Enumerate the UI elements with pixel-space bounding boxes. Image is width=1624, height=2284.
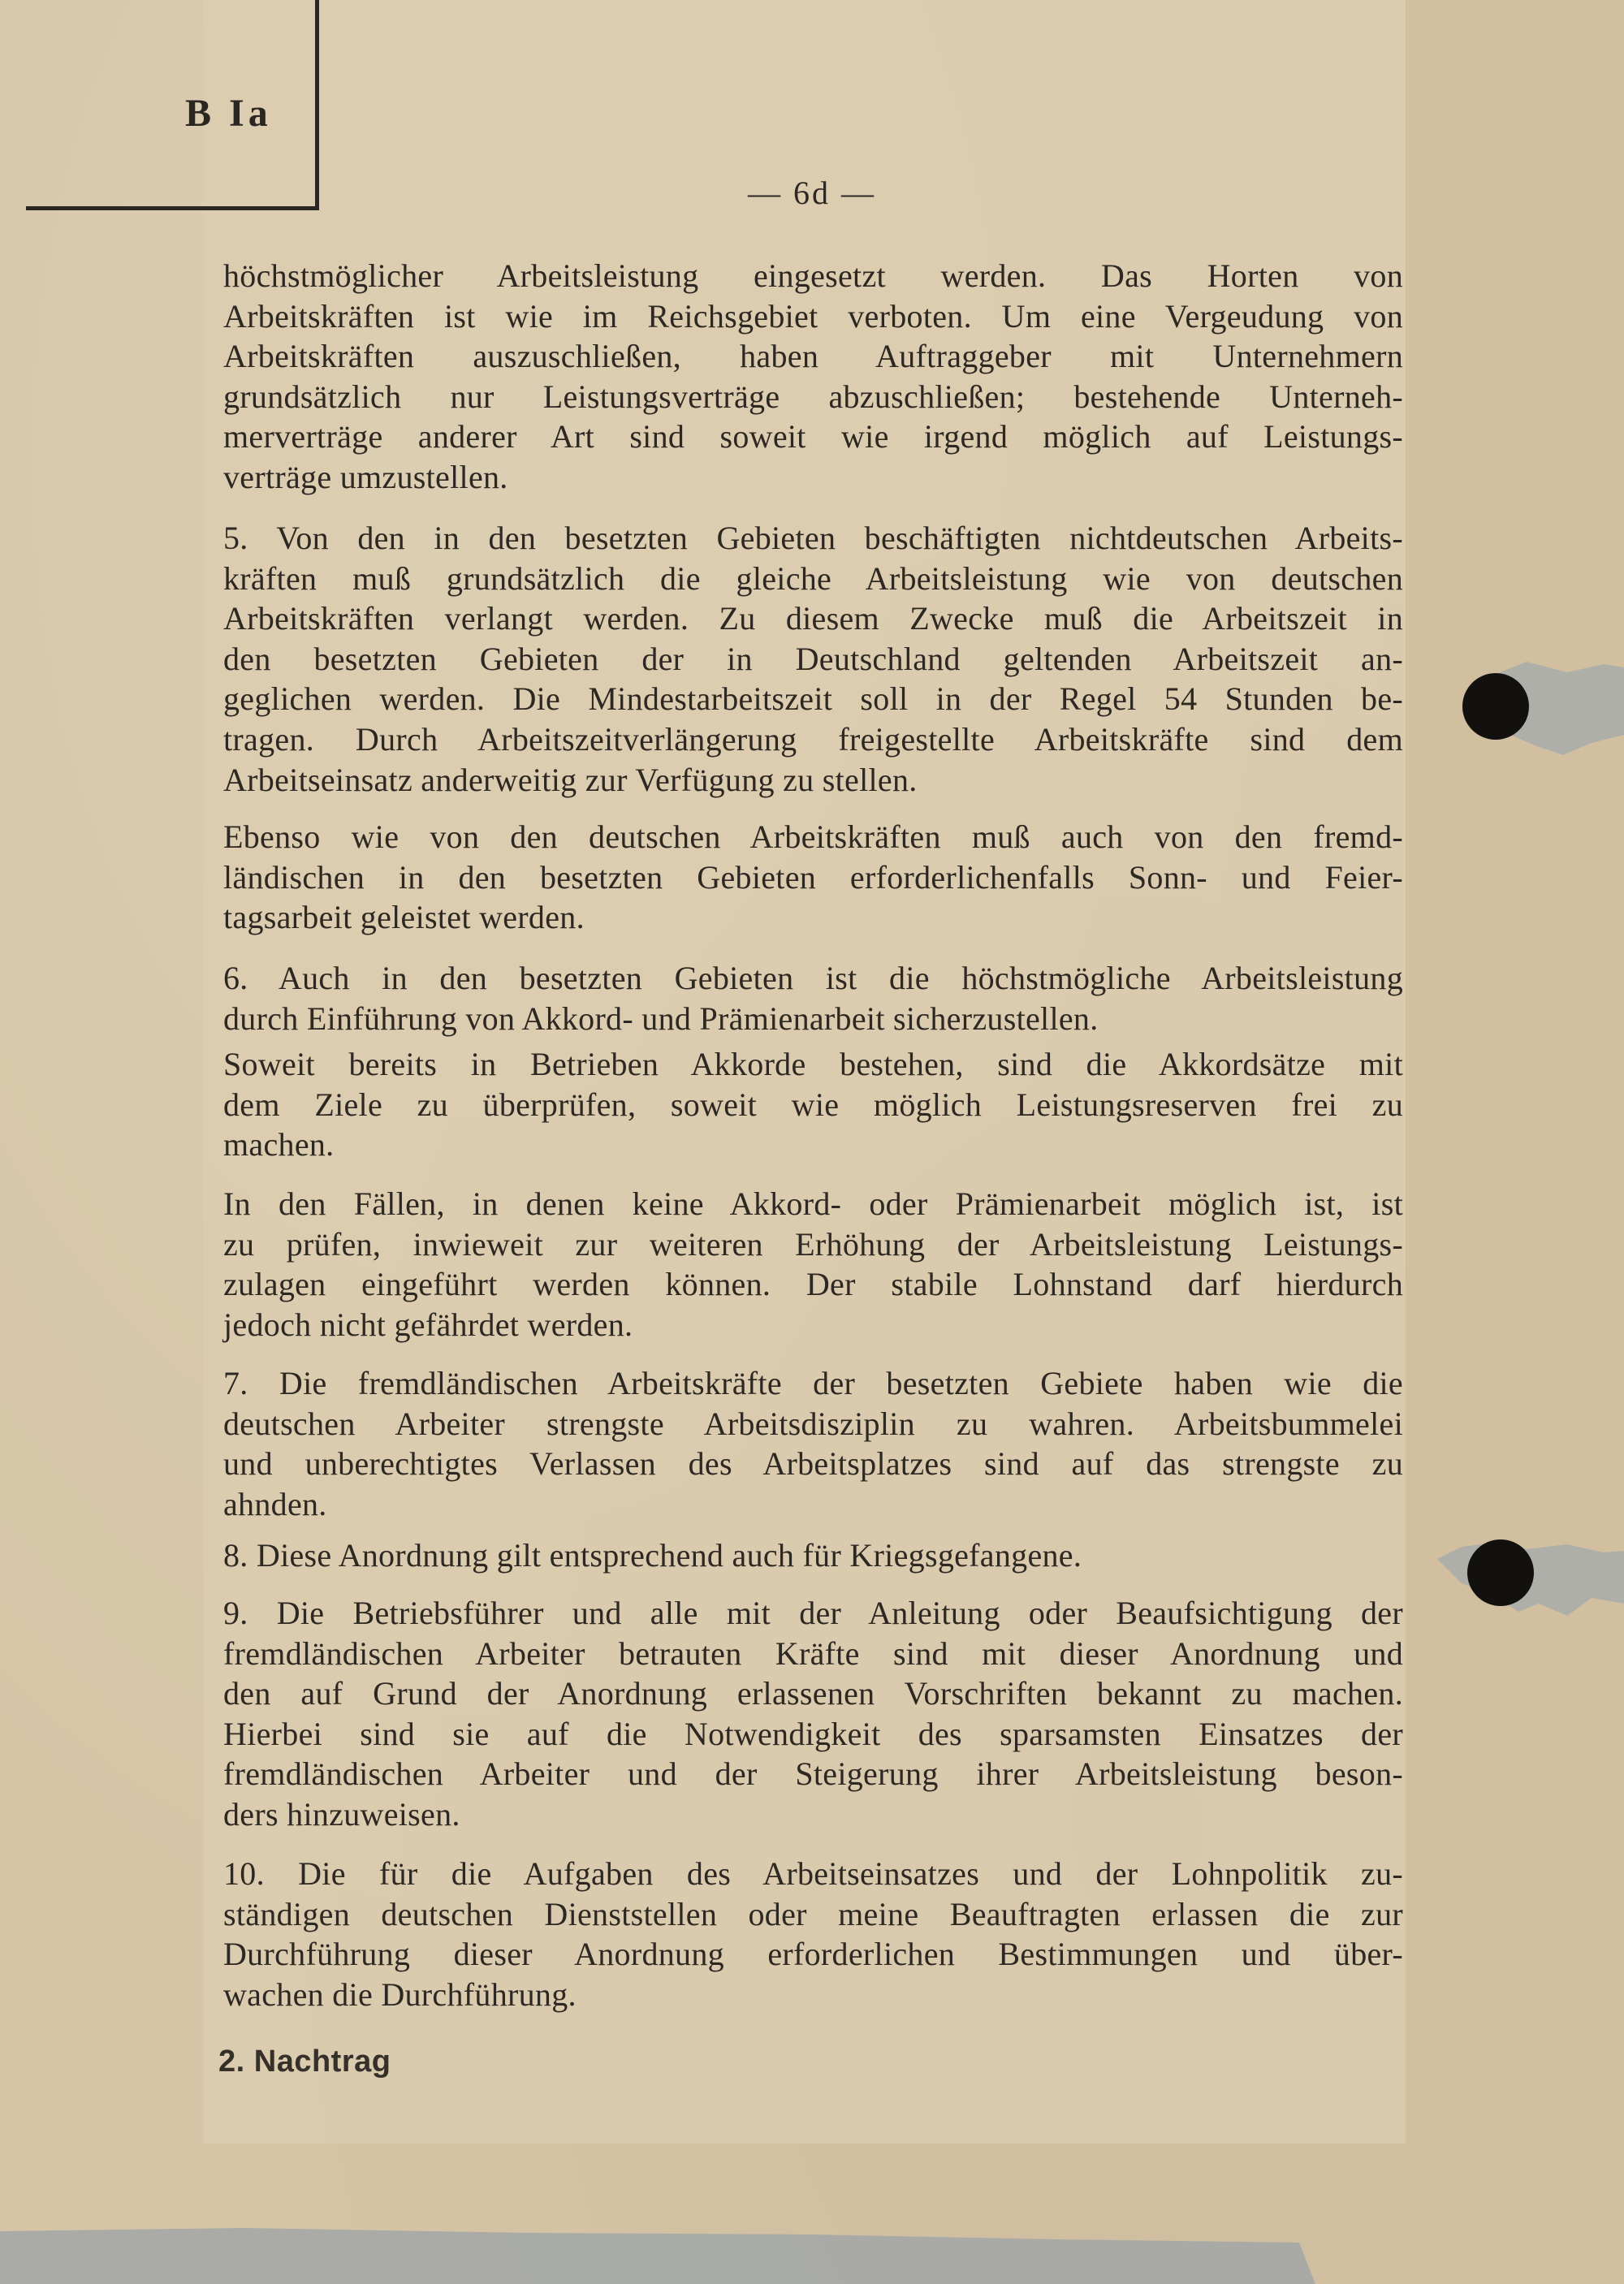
text-line: Arbeitskräften ist wie im Reichsgebiet verboten. Um eine Vergeudung von <box>223 297 1403 335</box>
text-line: fremdländischen Arbeiter betrauten Kräfte sind mit dieser Anordnung und <box>223 1634 1403 1672</box>
text-line: deutschen Arbeiter strengste Arbeitsdisziplin zu wahren. Arbeitsbummelei <box>223 1405 1403 1442</box>
paragraph-item-10 <box>223 1854 1403 2014</box>
text-line: Ebenso wie von den deutschen Arbeitskräften muß auch von den fremd- <box>223 818 1403 855</box>
paragraph-item-7 <box>223 1363 1403 1524</box>
bottom-scan-strip <box>0 2228 1315 2284</box>
text-line: tagsarbeit geleistet werden. <box>223 899 585 936</box>
text-line: In den Fällen, in denen keine Akkord- oder Prämienarbeit möglich ist, ist <box>223 1185 1403 1222</box>
text-line: ständigen deutschen Dienststellen oder meine Beauftragten erlassen die zur <box>223 1895 1403 1932</box>
section-code: B Ia <box>185 92 272 135</box>
text-line: und unberechtigtes Verlassen des Arbeitsplatzes sind auf das strengste zu <box>223 1445 1403 1483</box>
page-number: — 6d — <box>748 175 876 211</box>
paragraph-continuation <box>223 256 1403 498</box>
text-line: grundsätzlich nur Leistungsverträge abzuschließen; bestehende Unterneh- <box>223 378 1403 415</box>
text-line: Durchführung dieser Anordnung erforderlichen Bestimmungen und über- <box>223 1936 1403 1973</box>
text-line: Soweit bereits in Betrieben Akkorde bestehen, sind die Akkordsätze mit <box>223 1046 1403 1082</box>
text-line: Arbeitskräften verlangt werden. Zu diesem Zwecke muß die Arbeitszeit in <box>223 600 1403 637</box>
text-line: ders hinzuweisen. <box>223 1795 460 1833</box>
text-line: 5. Von den in den besetzten Gebieten beschäftigten nichtdeutschen Arbeits- <box>223 520 1403 556</box>
text-line: jedoch nicht gefährdet werden. <box>223 1306 633 1343</box>
text-line: ländischen in den besetzten Gebieten erforderlichenfalls Sonn- und Feier- <box>223 858 1403 896</box>
text-line: Arbeitseinsatz anderweitig zur Verfügung zu stellen. <box>223 761 918 798</box>
text-line: ahnden. <box>223 1485 327 1522</box>
section-heading: 2. Nachtrag <box>218 2044 391 2079</box>
text-line: 8. Diese Anordnung gilt entsprechend auch für Kriegsgefangene. <box>223 1537 1082 1574</box>
paragraph-item-9 <box>223 1593 1403 1835</box>
text-line: dem Ziele zu überprüfen, soweit wie möglich Leistungsreserven frei zu <box>223 1086 1403 1123</box>
text-line: machen. <box>223 1126 335 1164</box>
punch-hole <box>1467 1539 1534 1606</box>
paragraph-ebenso <box>223 817 1403 938</box>
text-line: höchstmöglicher Arbeitsleistung eingesetzt werden. Das Horten von <box>223 257 1403 294</box>
text-line: verträge umzustellen. <box>223 458 508 495</box>
text-line: den besetzten Gebieten der in Deutschland geltenden Arbeitszeit an- <box>223 640 1403 677</box>
text-line: Arbeitskräften auszuschließen, haben Auftraggeber mit Unternehmern <box>223 338 1403 375</box>
text-line: geglichen werden. Die Mindestarbeitszeit soll in der Regel 54 Stunden be- <box>223 680 1403 718</box>
text-line: tragen. Durch Arbeitszeitverlängerung freigestellte Arbeitskräfte sind dem <box>223 720 1403 758</box>
text-line: durch Einführung von Akkord- und Prämienarbeit sicherzustellen. <box>223 1000 1099 1037</box>
text-line: 9. Die Betriebsführer und alle mit der Anleitung oder Beaufsichtigung der <box>223 1595 1403 1631</box>
text-line: merverträge anderer Art sind soweit wie irgend möglich auf Leistungs- <box>223 418 1403 456</box>
text-line: kräften muß grundsätzlich die gleiche Arbeitsleistung wie von deutschen <box>223 559 1403 597</box>
text-line: zulagen eingeführt werden können. Der stabile Lohnstand darf hierdurch <box>223 1266 1403 1303</box>
text-line: wachen die Durchführung. <box>223 1975 577 2013</box>
text-line: Hierbei sind sie auf die Notwendigkeit des sparsamsten Einsatzes der <box>223 1715 1403 1752</box>
text-line: 6. Auch in den besetzten Gebieten ist die höchstmögliche Arbeitsleistung <box>223 960 1403 996</box>
text-line: fremdländischen Arbeiter und der Steigerung ihrer Arbeitsleistung beson- <box>223 1755 1403 1793</box>
paragraph-item-5 <box>223 518 1403 800</box>
paragraph-in-den-faellen <box>223 1184 1403 1345</box>
paragraph-soweit <box>223 1044 1403 1165</box>
text-line: den auf Grund der Anordnung erlassenen Vorschriften bekannt zu machen. <box>223 1675 1403 1712</box>
text-line: zu prüfen, inwieweit zur weiteren Erhöhung der Arbeitsleistung Leistungs- <box>223 1225 1403 1263</box>
paragraph-item-6 <box>223 958 1403 1038</box>
text-line: 7. Die fremdländischen Arbeitskräfte der besetzten Gebiete haben wie die <box>223 1365 1403 1401</box>
text-line: 10. Die für die Aufgaben des Arbeitseinsatzes und der Lohnpolitik zu- <box>223 1855 1403 1892</box>
punch-hole <box>1462 673 1529 740</box>
paragraph-item-8 <box>223 1535 1403 1576</box>
